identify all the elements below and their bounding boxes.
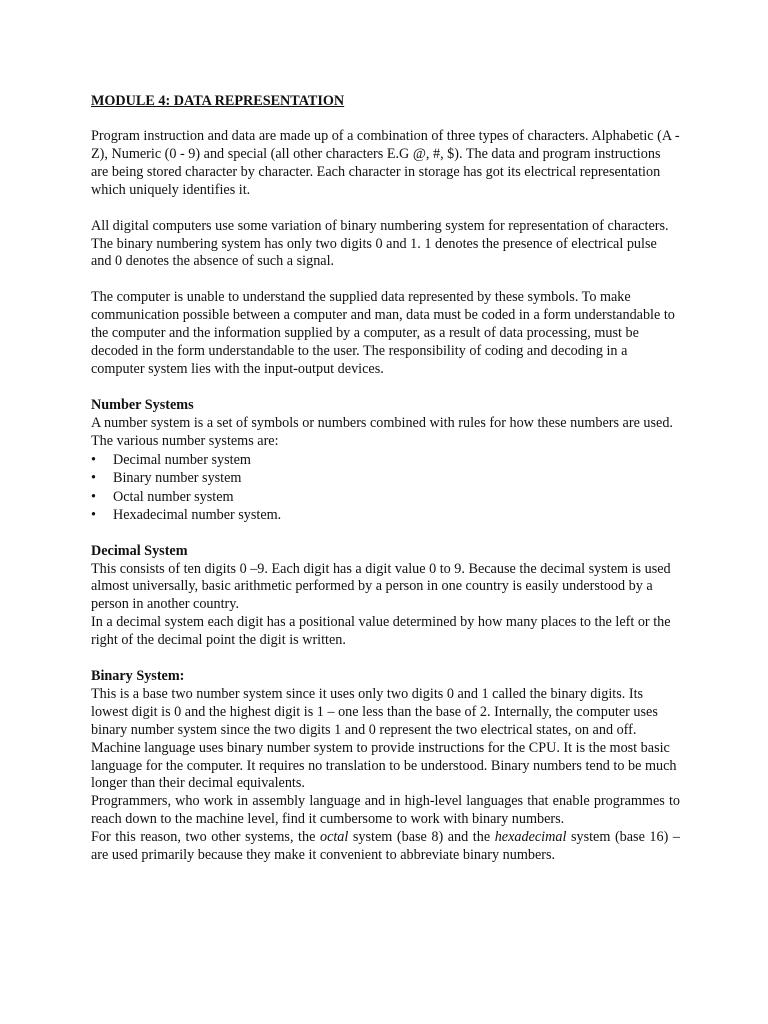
page-title: MODULE 4: DATA REPRESENTATION: [91, 93, 345, 109]
list-item: • Binary number system: [91, 470, 242, 487]
hexadecimal-term: hexadecimal: [494, 829, 567, 846]
binary-system-paragraph-4: For this reason, two other systems, the octal system (base 8) and the hexadecimal system (base 16) – are used primarily because they make it convenient to abbreviate binary numbers.: [91, 829, 681, 864]
bullet-icon: •: [91, 470, 96, 487]
decimal-system-paragraph-2: In a decimal system each digit has a positional value determined by how many places to the left or the right of the decimal point the digit is written.: [91, 614, 671, 649]
bullet-icon: •: [91, 507, 96, 524]
list-item: • Decimal number system: [91, 451, 251, 468]
binary-system-section: [91, 668, 680, 865]
number-systems-heading: Number Systems: [91, 396, 194, 413]
binary-system-paragraph-3: Programmers, who work in assembly language and in high-level languages that enable programmes to reach down to the machine level, find it cumbersome to work with binary numbers.: [91, 793, 680, 828]
list-item: • Hexadecimal number system.: [91, 507, 282, 524]
list-item: • Octal number system: [91, 488, 234, 505]
intro-paragraph-1: Program instruction and data are made up of a combination of three types of characters. Alphabetic (A - Z), Numeric (0 - 9) and special (all other characters E.G @, #, $). The data and program instructions are being stored character by character. Each character in storage has got its electrical representation which uniquely identifies it.: [91, 128, 680, 198]
intro-paragraph-2: All digital computers use some variation of binary numbering system for representation of characters. The binary numbering system has only two digits 0 and 1. 1 denotes the presence of electrical pulse and 0 denotes the absence of such a signal.: [91, 217, 669, 270]
binary-system-paragraph-1: This is a base two number system since it uses only two digits 0 and 1 called the binary digits. Its lowest digit is 0 and the highest digit is 1 – one less than the base of 2. Internally, the computer uses binary number system since the two digits 1 and 0 represent the two electrical states, on and off.: [91, 685, 658, 738]
decimal-system-section: [91, 543, 680, 650]
binary-system-heading: Binary System:: [91, 668, 185, 685]
octal-term: octal: [319, 829, 349, 846]
number-systems-text: A number system is a set of symbols or numbers combined with rules for how these numbers are used. The various number systems are:: [91, 414, 673, 449]
number-systems-section: [91, 397, 680, 525]
binary-system-paragraph-2: Machine language uses binary number system to provide instructions for the CPU. It is the most basic language for the computer. It requires no translation to be understood. Binary numbers tend to be much longer than their decimal equivalents.: [91, 739, 677, 792]
bullet-icon: •: [91, 451, 96, 468]
bullet-icon: •: [91, 488, 96, 505]
intro-paragraph-3: The computer is unable to understand the supplied data represented by these symbols. To make communication possible between a computer and man, data must be coded in a form understandable to the computer and the information supplied by a computer, as a result of data processing, must be decoded in the form understandable to the user. The responsibility of coding and decoding in a computer system lies with the input-output devices.: [91, 289, 675, 377]
decimal-system-heading: Decimal System: [91, 542, 188, 559]
decimal-system-paragraph-1: This consists of ten digits 0 –9. Each digit has a digit value 0 to 9. Because the decimal system is used almost universally, basic arithmetic performed by a person in one country is easily understood by a person in another country.: [91, 560, 671, 613]
number-systems-list: [91, 451, 680, 525]
